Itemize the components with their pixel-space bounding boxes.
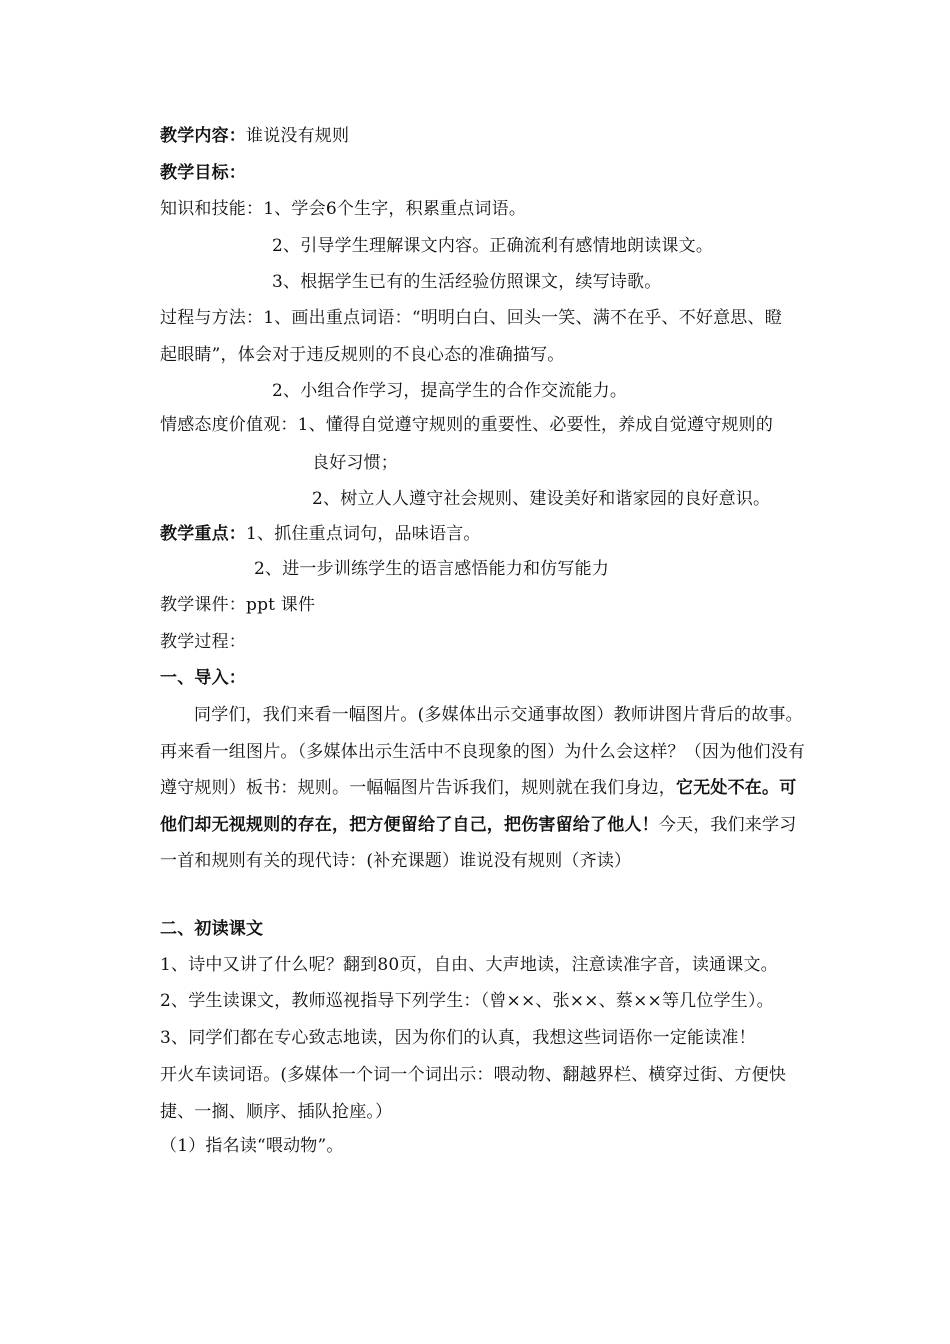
section-1-text-start: 同学们，我们来看一幅图片。(多媒体出示交通事故图）教师讲图片背后的故事。再来看一组图片。（多媒体出示生活中不良现象的图）为什么会这样？（因为他们没有遵守规则）板书：规则。一幅幅图片告诉我们，规则就在我们身边，: [160, 705, 806, 799]
process-line-1: [160, 306, 810, 330]
focus-label: 教学重点：: [160, 524, 246, 544]
knowledge-label: 知识和技能：: [160, 199, 264, 219]
values-item-1a: 1、懂得自觉遵守规则的重要性、必要性，养成自觉遵守规则的: [297, 415, 774, 435]
values-item-2: 2、树立人人遵守社会规则、建设美好和谐家园的良好意识。: [312, 489, 771, 509]
process-item-1b: 起眼睛”，体会对于违反规则的不良心态的准确描写。: [160, 345, 565, 365]
values-item-1b: 良好习惯；: [312, 453, 398, 473]
values-label: 情感态度价值观：: [160, 415, 298, 435]
section-1-paragraph: [160, 697, 810, 880]
teaching-content-value: 谁说没有规则: [246, 126, 350, 146]
knowledge-item-3: 3、根据学生已有的生活经验仿照课文，续写诗歌。: [272, 272, 662, 292]
teaching-content-line: [160, 124, 810, 148]
courseware-line: 教学课件：ppt 课件: [160, 595, 316, 615]
knowledge-line-1: [160, 197, 810, 221]
focus-item-1: 1、抓住重点词句，品味语言。: [246, 524, 481, 544]
focus-line-1: [160, 522, 810, 546]
teaching-content-label: 教学内容：: [160, 126, 246, 146]
knowledge-item-1: 1、学会6个生字，积累重点词语。: [263, 199, 527, 219]
knowledge-item-2: 2、引导学生理解课文内容。正确流利有感情地朗读课文。: [272, 236, 714, 256]
section-2-item-2: 2、学生读课文，教师巡视指导下列学生：（曾××、张××、蔡××等几位学生）。: [160, 991, 774, 1011]
section-2-item-5: （1）指名读“喂动物”。: [160, 1136, 344, 1156]
section-1-text-bold: 它无处不在。可他们却无视规则的存在，把方便留给了自己，把伤害留给了他人！: [160, 778, 797, 835]
section-2-item-3: 3、同学们都在专心致志地读，因为你们的认真，我想这些词语你一定能读准！: [160, 1028, 756, 1048]
section-2-title: 二、初读课文: [160, 919, 264, 939]
process-item-2: 2、小组合作学习，提高学生的合作交流能力。: [272, 381, 628, 401]
section-2-item-4: 开火车读词语。(多媒体一个词一个词出示：喂动物、翻越界栏、横穿过街、方便快捷、一搁、顺序、插队抢座。）: [160, 1065, 787, 1122]
process-item-1a: 1、画出重点词语：“明明白白、回头一笑、满不在乎、不好意思、瞪: [263, 308, 782, 328]
section-2-item-1: 1、诗中又讲了什么呢？翻到80页，自由、大声地读，注意读准字音，读通课文。: [160, 955, 778, 975]
procedure-heading: 教学过程：: [160, 632, 246, 652]
section-1-title: 一、导入：: [160, 668, 246, 688]
focus-item-2: 2、进一步训练学生的语言感悟能力和仿写能力: [254, 559, 610, 579]
values-line-1: [160, 413, 810, 437]
process-label: 过程与方法：: [160, 308, 264, 328]
teaching-goals-heading: 教学目标：: [160, 163, 246, 183]
section-1-text-end: 今天，我们来学习一首和规则有关的现代诗：(补充课题）谁说没有规则（齐读）: [160, 814, 797, 872]
